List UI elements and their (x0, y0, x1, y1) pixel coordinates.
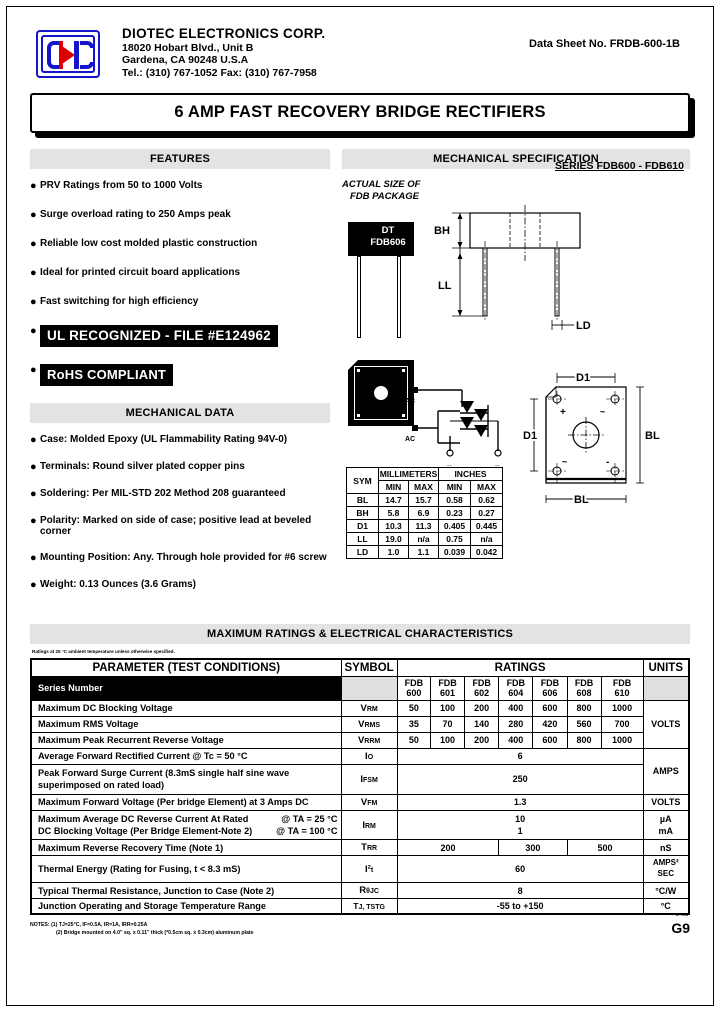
package-label-part: FDB606 (370, 236, 406, 248)
notes-block (30, 922, 690, 938)
units-c: °C (643, 899, 689, 915)
list-item (30, 515, 330, 537)
dim-label-ll: LL (438, 280, 452, 293)
param-tj: Junction Operating and Storage Temperature Range (31, 899, 341, 915)
value: 1000 (601, 732, 643, 748)
value-trr-3: 500 (567, 840, 643, 856)
series-604: FDB 604 (499, 677, 533, 701)
dim-sym: LL (347, 533, 379, 546)
bullet-icon: ● (30, 461, 37, 474)
value-irm: 10 1 (397, 810, 643, 840)
top-view-drawing (522, 371, 672, 521)
left-column (30, 149, 330, 606)
ratings-note: Ratings at 25 °C ambient temperature unless otherwise specified. (32, 649, 175, 655)
mech-text: Terminals: Round silver plated copper pins (40, 461, 245, 473)
series-title: SERIES FDB600 - FDB610 (555, 160, 684, 173)
list-item (30, 296, 330, 308)
right-column (342, 149, 690, 606)
value-trr-2: 300 (499, 840, 567, 856)
dim-sym: BH (347, 507, 379, 520)
dim-label-bh: BH (434, 225, 450, 238)
value: 200 (465, 700, 499, 716)
table-row (347, 546, 503, 559)
dim-mm-min: 1.0 (379, 546, 409, 559)
value: 50 (397, 700, 430, 716)
symbol-vrm: VRM (341, 700, 397, 716)
value: 600 (533, 732, 567, 748)
value: 420 (533, 716, 567, 732)
dim-col-in: INCHES (439, 468, 503, 481)
units-volts: VOLTS (643, 700, 689, 748)
datasheet-number: Data Sheet No. FRDB-600-1B (529, 38, 680, 50)
company-block (122, 26, 325, 79)
value-ifsm: 250 (397, 764, 643, 794)
dim-sym: D1 (347, 520, 379, 533)
units-volts-2: VOLTS (643, 794, 689, 810)
side-view-drawing (430, 201, 620, 331)
polarity-ac-b: ~ (600, 407, 606, 418)
param-vfm: Maximum Forward Voltage (Per bridge Element) at 3 Amps DC (31, 794, 341, 810)
col-units: UNITS (643, 659, 689, 677)
dim-col-in-max: MAX (471, 481, 503, 494)
dimension-table (346, 467, 503, 559)
bullet-icon: ● (30, 180, 37, 193)
series-602: FDB 602 (465, 677, 499, 701)
rohs-badge: RoHS COMPLIANT (40, 364, 173, 386)
units-ns: nS (643, 840, 689, 856)
feature-text: Reliable low cost molded plastic construction (40, 238, 258, 250)
bullet-icon: ● (30, 238, 37, 251)
symbol-irm: IRM (341, 810, 397, 840)
dim-in-min: 0.23 (439, 507, 471, 520)
value-rthjc: 8 (397, 883, 643, 899)
company-address-2: Gardena, CA 90248 U.S.A (122, 54, 249, 67)
value: 400 (499, 700, 533, 716)
dim-mm-max: 1.1 (409, 546, 439, 559)
param-io: Average Forward Rectified Current @ Tc = 50 °C (31, 748, 341, 764)
features-list (30, 180, 330, 386)
mech-text: Mounting Position: Any. Through hole provided for #6 screw (40, 552, 327, 564)
value: 1000 (601, 700, 643, 716)
series-610: FDB 610 (601, 677, 643, 701)
ratings-heading: MAXIMUM RATINGS & ELECTRICAL CHARACTERISTICS (30, 624, 690, 644)
table-row (347, 507, 503, 520)
symbol-vrrm: VRRM (341, 732, 397, 748)
ratings-table (30, 658, 690, 918)
dim-in-min: 0.75 (439, 533, 471, 546)
bullet-icon: ● (30, 515, 37, 528)
dim-col-in-min: MIN (439, 481, 471, 494)
mech-text: Soldering: Per MIL-STD 202 Method 208 guaranteed (40, 488, 286, 500)
table-row (347, 468, 503, 481)
series-601: FDB 601 (431, 677, 465, 701)
dim-mm-min: 14.7 (379, 494, 409, 507)
dim-col-sym: SYM (347, 468, 379, 494)
value: 200 (465, 732, 499, 748)
value: 560 (567, 716, 601, 732)
table-row (31, 883, 689, 899)
table-row (31, 794, 689, 810)
symbol-ifsm: IFSM (341, 764, 397, 794)
mechanical-spec-heading: MECHANICAL SPECIFICATION (342, 149, 690, 169)
dim-in-min: 0.039 (439, 546, 471, 559)
table-row (347, 533, 503, 546)
feature-text: Surge overload rating to 250 Amps peak (40, 209, 231, 221)
dim-sym: LD (347, 546, 379, 559)
value-vfm: 1.3 (397, 794, 643, 810)
value: 800 (567, 700, 601, 716)
symbol-trr: TRR (341, 840, 397, 856)
dim-in-max: 0.042 (471, 546, 503, 559)
company-phone: Tel.: (310) 767-1052 Fax: (310) 767-7958 (122, 66, 317, 79)
features-heading: FEATURES (30, 149, 330, 169)
value: 400 (499, 732, 533, 748)
col-symbol: SYMBOL (341, 659, 397, 677)
value: 70 (431, 716, 465, 732)
ul-badge: UL RECOGNIZED - FILE #E124962 (40, 325, 278, 347)
dim-mm-max: 6.9 (409, 507, 439, 520)
param-vrrm: Maximum Peak Recurrent Reverse Voltage (31, 732, 341, 748)
actual-size-caption: ACTUAL SIZE OF FDB PACKAGE (342, 179, 421, 203)
bullet-icon: ● (30, 579, 37, 592)
series-600: FDB 600 (397, 677, 430, 701)
package-lead (357, 256, 361, 338)
dim-in-min: 0.405 (439, 520, 471, 533)
value: 100 (431, 732, 465, 748)
series-units-blank (643, 677, 689, 701)
polarity-ac-a: ~ (562, 457, 568, 468)
symbol-i2t: I²t (341, 856, 397, 883)
value-trr-1: 200 (397, 840, 499, 856)
bullet-icon: ● (30, 364, 37, 377)
svg-text:AC: AC (405, 398, 416, 406)
dim-in-max: 0.445 (471, 520, 503, 533)
param-irm: Maximum Average DC Reverse Current At Rated @ TA = 25 °C DC Blocking Voltage (Per Bridge Element-Note 2) @ TA = 100 °C (31, 810, 341, 840)
list-item (30, 267, 330, 279)
bridge-schematic (402, 381, 520, 466)
table-header-row (31, 659, 689, 677)
polarity-minus: - (606, 457, 610, 469)
symbol-vfm: VFM (341, 794, 397, 810)
feature-text: Fast switching for high efficiency (40, 296, 199, 308)
series-label: Series Number (31, 677, 341, 701)
dim-label-d1: D1 (576, 372, 591, 385)
bullet-icon: ● (30, 552, 37, 565)
list-item (30, 209, 330, 221)
symbol-vrms: VRMS (341, 716, 397, 732)
param-trr: Maximum Reverse Recovery Time (Note 1) (31, 840, 341, 856)
table-row (347, 494, 503, 507)
table-row (347, 520, 503, 533)
value-i2t: 60 (397, 856, 643, 883)
units-amps-sec: AMPS² SEC (643, 856, 689, 883)
dim-mm-min: 10.3 (379, 520, 409, 533)
list-item (30, 552, 330, 564)
value: 140 (465, 716, 499, 732)
bullet-icon: ● (30, 209, 37, 222)
param-i2t: Thermal Energy (Rating for Fusing, t < 8.3 mS) (31, 856, 341, 883)
param-vrms: Maximum RMS Voltage (31, 716, 341, 732)
ul-recognized-item (30, 325, 330, 347)
page-mark: 9F 004 (675, 912, 688, 918)
units-amps: AMPS (643, 748, 689, 794)
dim-in-max: 0.62 (471, 494, 503, 507)
rohs-item (30, 364, 330, 386)
series-number-row (31, 677, 689, 701)
document-footer (14, 912, 706, 938)
ratings-section (14, 624, 706, 918)
page-title: 6 AMP FAST RECOVERY BRIDGE RECTIFIERS (30, 93, 690, 133)
dim-mm-max: 11.3 (409, 520, 439, 533)
package-label-dt: DT (381, 224, 395, 236)
dim-mm-min: 5.8 (379, 507, 409, 520)
company-name: DIOTEC ELECTRONICS CORP. (122, 26, 326, 41)
dim-col-mm-min: MIN (379, 481, 409, 494)
svg-text:AC: AC (405, 436, 416, 444)
list-item (30, 238, 330, 250)
diotec-logo (36, 30, 100, 78)
bullet-icon: ● (30, 267, 37, 280)
bullet-icon: ● (30, 296, 37, 309)
bullet-icon: ● (30, 434, 37, 447)
dim-in-max: n/a (471, 533, 503, 546)
list-item (30, 180, 330, 192)
dim-label-bl-right: BL (645, 430, 660, 443)
dim-mm-min: 19.0 (379, 533, 409, 546)
series-symbol-blank (341, 677, 397, 701)
feature-text: PRV Ratings from 50 to 1000 Volts (40, 180, 203, 192)
package-front-view (348, 222, 414, 256)
bullet-icon: ● (30, 325, 37, 338)
bullet-icon: ● (30, 488, 37, 501)
svg-text:_: _ (495, 458, 500, 467)
dim-label-d1-left: D1 (523, 430, 538, 443)
table-row (31, 716, 689, 732)
value-io: 6 (397, 748, 643, 764)
table-row (31, 810, 689, 840)
dim-mm-max: 15.7 (409, 494, 439, 507)
list-item (30, 461, 330, 473)
mech-text: Weight: 0.13 Ounces (3.6 Grams) (40, 579, 196, 591)
title-banner (30, 93, 690, 133)
symbol-tj: TJ, TSTG (341, 899, 397, 915)
dim-mm-max: n/a (409, 533, 439, 546)
svg-text:_: _ (447, 458, 452, 467)
dim-sym: BL (347, 494, 379, 507)
document-header (14, 14, 706, 79)
units-irm: µA mA (643, 810, 689, 840)
dim-label-ld: LD (576, 320, 591, 332)
col-parameter: PARAMETER (TEST CONDITIONS) (31, 659, 341, 677)
table-row (31, 748, 689, 764)
param-vrm: Maximum DC Blocking Voltage (31, 700, 341, 716)
feature-text: Ideal for printed circuit board applications (40, 267, 241, 279)
page-content (14, 14, 706, 998)
symbol-io: IO (341, 748, 397, 764)
mech-text: Polarity: Marked on side of case; positive lead at beveled corner (40, 515, 312, 538)
table-row (31, 764, 689, 794)
dim-label-bl-bottom: BL (574, 494, 589, 507)
package-lead (397, 256, 401, 338)
col-ratings: RATINGS (397, 659, 643, 677)
value-tj: -55 to +150 (397, 899, 643, 915)
units-cw: °C/W (643, 883, 689, 899)
value: 600 (533, 700, 567, 716)
note-2: (2) Bridge mounted on 4.0" sq. x 0.11" thick (*0.5cm sq. x 0.3cm) aluminum plate (56, 929, 254, 936)
table-row (31, 700, 689, 716)
list-item (30, 579, 330, 591)
mechanical-data-list (30, 434, 330, 591)
series-606: FDB 606 (533, 677, 567, 701)
note-1: (1) TJ=25°C, IF=0.5A, IR=1A, IRR=0.25A (51, 922, 148, 929)
value: 100 (431, 700, 465, 716)
table-row (31, 856, 689, 883)
param-ifsm: Peak Forward Surge Current (8.3mS single half sine wave superimposed on rated load) (31, 764, 341, 794)
param-rthjc: Typical Thermal Resistance, Junction to Case (Note 2) (31, 883, 341, 899)
mech-text: Case: Molded Epoxy (UL Flammability Rating 94V-0) (40, 434, 288, 446)
polarity-plus: + (560, 407, 566, 419)
dim-in-min: 0.58 (439, 494, 471, 507)
dim-col-mm-max: MAX (409, 481, 439, 494)
value: 800 (567, 732, 601, 748)
table-row (31, 899, 689, 915)
table-row (31, 732, 689, 748)
dim-in-max: 0.27 (471, 507, 503, 520)
mechanical-data-heading: MECHANICAL DATA (30, 403, 330, 423)
value: 280 (499, 716, 533, 732)
page-number: G9 (671, 920, 690, 937)
notes-label: NOTES: (30, 922, 50, 929)
list-item (30, 488, 330, 500)
symbol-rthjc: RθJC (341, 883, 397, 899)
dim-col-mm: MILLIMETERS (379, 469, 438, 480)
list-item (30, 434, 330, 446)
value: 50 (397, 732, 430, 748)
company-address-1: 18020 Hobart Blvd., Unit B (122, 41, 254, 54)
table-row (31, 840, 689, 856)
value: 700 (601, 716, 643, 732)
value: 35 (397, 716, 430, 732)
mounting-hole (374, 386, 388, 400)
series-608: FDB 608 (567, 677, 601, 701)
